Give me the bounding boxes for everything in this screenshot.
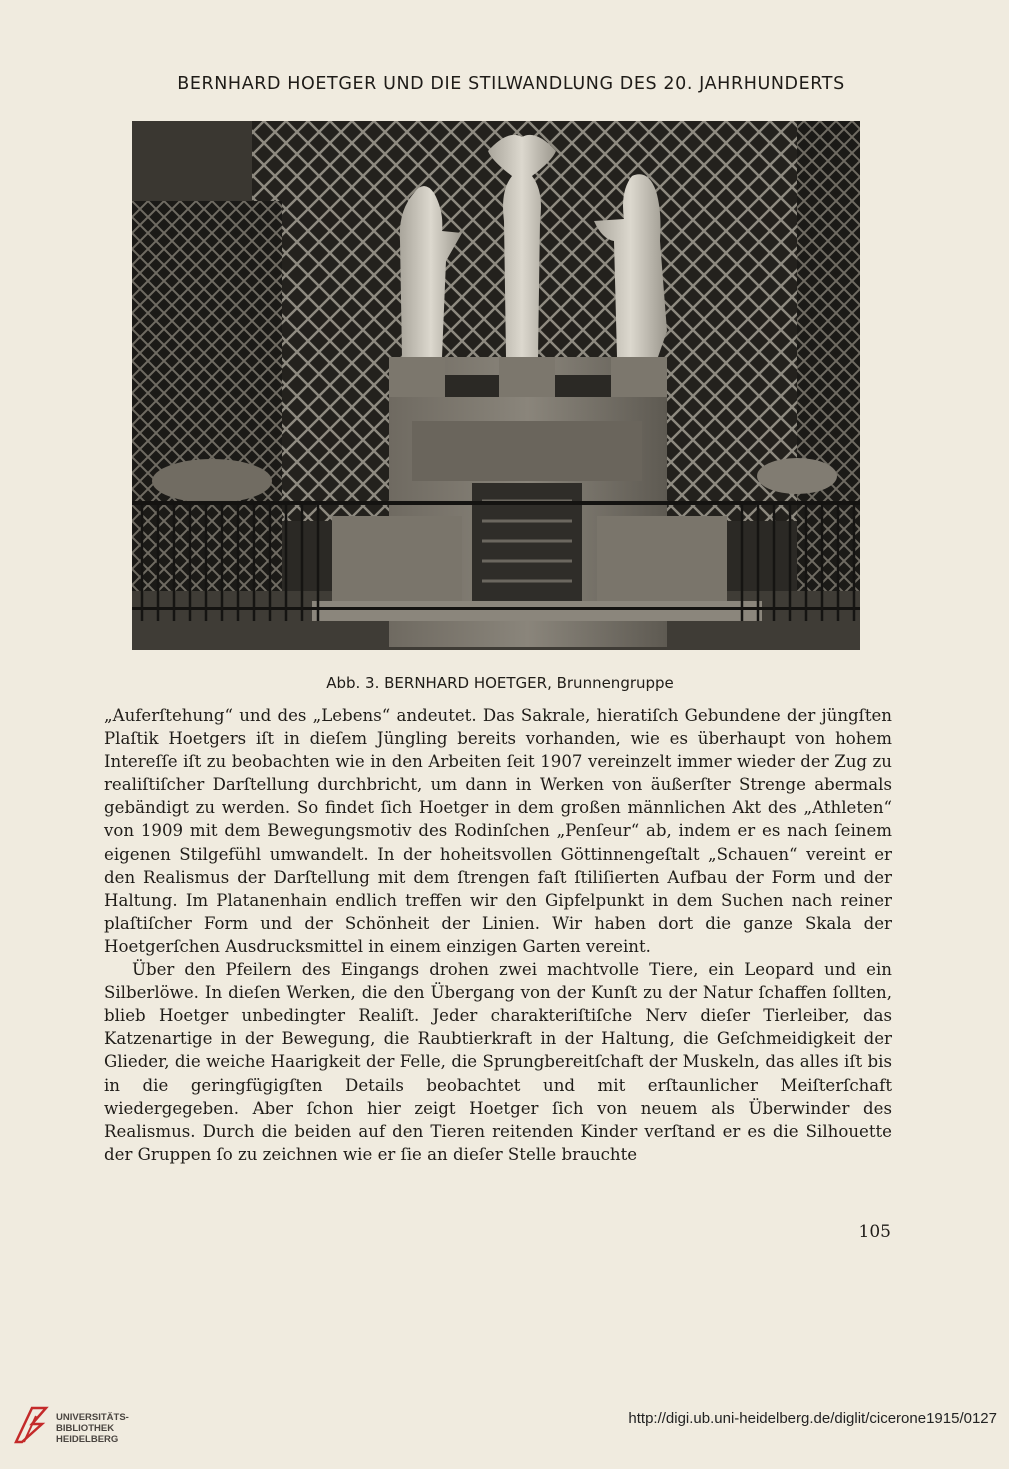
body-text [104,704,892,1166]
fountain-group-photo [132,121,860,650]
source-url-link[interactable]: http://digi.ub.uni-heidelberg.de/diglit/cicerone1915/0127 [628,1410,997,1427]
figure-photograph [132,121,860,650]
library-logo-icon [12,1404,50,1444]
running-head: BERNHARD HOETGER UND DIE STILWANDLUNG DES 20. JAHRHUNDERTS [177,74,845,94]
page-number: 105 [858,1222,891,1242]
figure-caption: Abb. 3. BERNHARD HOETGER, Brunnengruppe [326,674,674,692]
paragraph: „Auferſtehung“ und des „Lebens“ andeutet. Das Sakrale, hieratiſch Gebundene der jüngſten Plaſtik Hoetgers iſt in dieſem Jüngling bereits vorhanden, wie es überhaupt von hohem Intereſſe iſt zu beobachten wie in den Arbeiten ſeit 1907 vereinzelt immer wieder der Zug zu realiſtiſcher Darſtellung durchbricht, um dann in Werken von äußerſter Strenge abermals gebändigt zu werden. So findet ſich Hoetger in dem großen männlichen Akt des „Athleten“ von 1909 mit dem Bewegungsmotiv des Rodinſchen „Penſeur“ ab, indem er es nach ſeinem eigenen Stilgefühl umwandelt. In der hoheitsvollen Göttinnengeſtalt „Schauen“ vereint er den Realismus der Darſtellung mit dem ſtrengen faſt ſtiliſierten Aufbau der Form und der Haltung. Im Platanenhain endlich treffen wir den Gipfelpunkt in dem Suchen nach reiner plaſtiſcher Form und der Schönheit der Linien. Wir haben dort die ganze Skala der Hoetgerſchen Ausdrucksmittel in einem einzigen Garten vereint. [104,706,892,956]
paragraph: Über den Pfeilern des Eingangs drohen zwei machtvolle Tiere, ein Leopard und ein Silberlöwe. In dieſen Werken, die den Übergang von der Kunſt zu der Natur ſchaffen ſollten, blieb Hoetger unbedingter Realiſt. Jeder charakteriſtiſche Nerv dieſer Tierleiber, das Katzenartige in der Bewegung, die Raubtierkraft in der Haltung, die Geſchmeidigkeit der Glieder, die weiche Haarigkeit der Felle, die Sprungbereitſchaft der Muskeln, das alles iſt bis in die geringfügigſten Details beobachtet und mit erſtaunlicher Meiſterſchaft wiedergegeben. Aber ſchon hier zeigt Hoetger ſich von neuem als Überwinder des Realismus. Durch die beiden auf den Tieren reitenden Kinder verſtand er es die Silhouette der Gruppen ſo zu zeichnen wie er ſie an dieſer Stelle brauchte [104,960,892,1164]
library-logo-text: UNIVERSITÄTS- BIBLIOTHEK HEIDELBERG [56,1412,129,1445]
